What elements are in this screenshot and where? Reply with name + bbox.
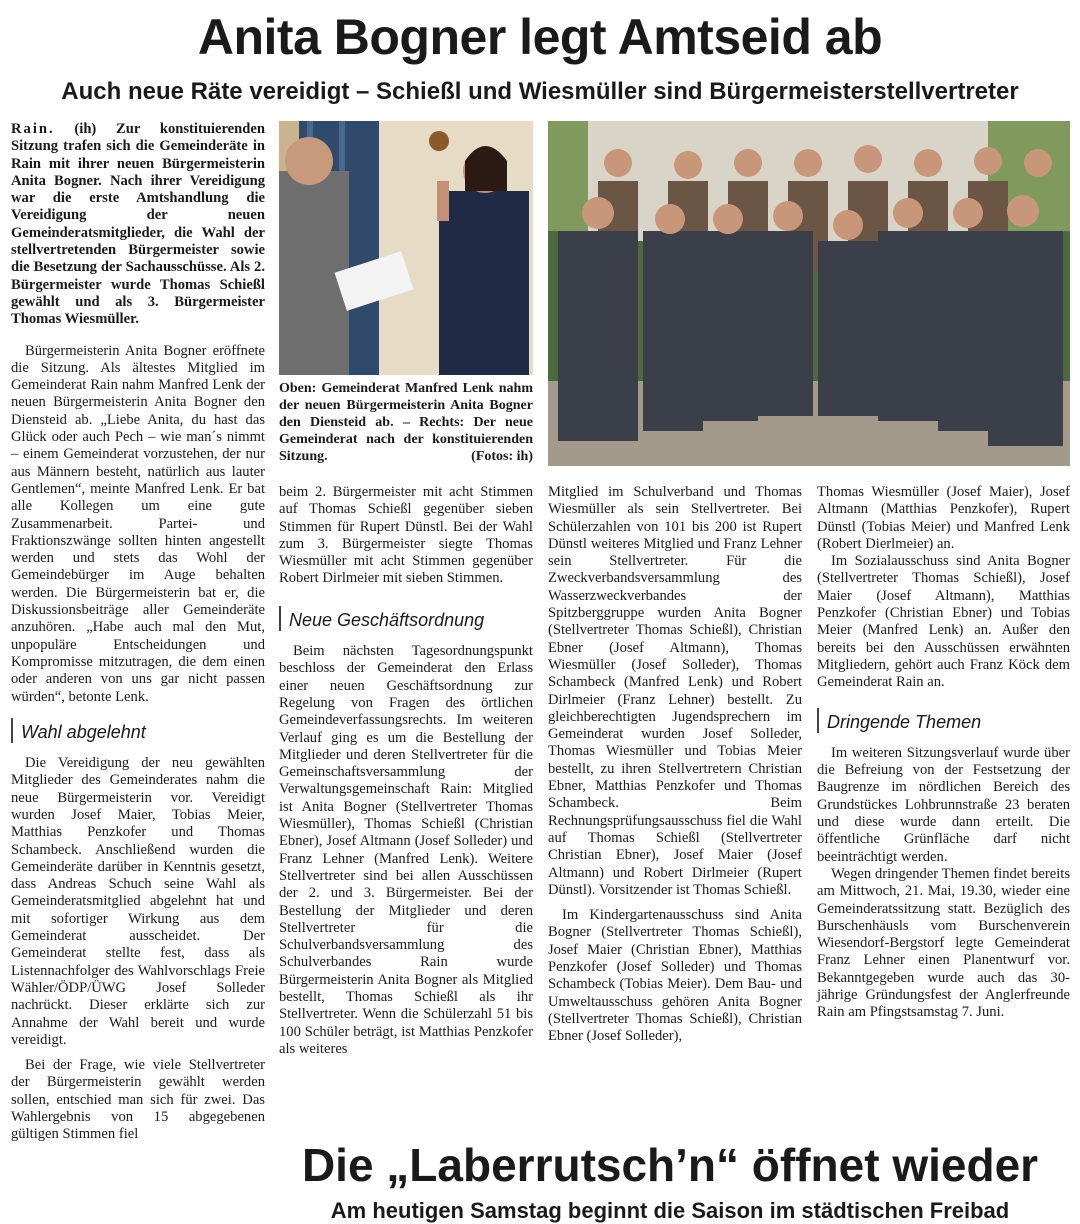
subhead-wahl-abgelehnt: Wahl abgelehnt xyxy=(11,718,265,743)
photo-group xyxy=(548,121,1070,466)
paragraph: beim 2. Bürgermeister mit acht Stimmen auf Thomas Schießl gegenüber sieben Stimmen für Rupert Dünstl. Bei der Wahl zum 3. Bürgermeister siegte Thomas Wiesmüller mit acht Stimmen gegenüber Robert Dirlmeier mit sieben Stimmen. xyxy=(279,484,533,587)
paragraph: Bei der Frage, wie viele Stellvertreter der Bürgermeisterin gewählt werden sollen, entschied man sich für zwei. Das Wahlergebnis von 15 abgegebenen gültigen Stimmen fiel xyxy=(11,1057,265,1143)
paragraph: Im weiteren Sitzungsverlauf wurde über die Befreiung von der Festsetzung der Baugrenze im nördlichen Bereich des Grundstückes Lohbrunnstraße 23 beraten und diese wurde dann erteilt. Die öffentliche Grünfläche darf nicht beeinträchtigt werden. xyxy=(817,744,1070,865)
paragraph: Im Sozialausschuss sind Anita Bogner (Stellvertreter Thomas Schießl), Josef Maier (Josef Altmann), Matthias Penzkofer (Christian Ebner) und Tobias Meier (Manfred Lenk) an. Außer den bereits bei den Ausschüssen erwähnten Mitgliedern, gehört auch Franz Köck dem Gemeinderat Rain an. xyxy=(817,553,1070,691)
paragraph: Im Kindergartenausschuss sind Anita Bogner (Stellvertreter Thomas Schießl), Josef Maier (Christian Ebner), Matthias Penzkofer (Josef Solleder) und Thomas Schambeck (Tobias Meier). Dem Bau- und Umweltausschuss gehören Anita Bogner (Stellvertreter Thomas Schießl), Christian Ebner (Josef Solleder), xyxy=(548,907,802,1045)
column-4 xyxy=(817,484,1070,1022)
photo-caption xyxy=(279,380,533,465)
photo-group-image xyxy=(548,121,1070,466)
subhead-neue-geschaeftsordnung: Neue Geschäftsordnung xyxy=(279,606,533,631)
paragraph: Thomas Wiesmüller (Josef Maier), Josef Altmann (Matthias Penzkofer), Rupert Dünstl (Tobias Meier) und Manfred Lenk (Robert Dierlmeier) an. xyxy=(817,484,1070,552)
column-3 xyxy=(548,484,802,1046)
lead-paragraph xyxy=(11,121,265,329)
lead-text: (ih) Zur konstituierenden Sitzung trafen sich die Gemeinderäte in Rain mit ihrer neuen Bürgermeisterin Anita Bogner. Nach ihrer Vereidigung war die erste Amtshandlung die Vereidigung der neuen Gemeinderatsmitglieder, die Wahl der stellvertretenden Bürgermeister sowie die Besetzung der Sachausschüsse. Als 2. Bürgermeister wurde Thomas Schießl gewählt und als 3. Bürgermeister Thomas Wiesmüller. xyxy=(11,121,265,328)
next-article-headline: Die „Laberrutsch’n“ öffnet wieder xyxy=(301,1139,1039,1191)
next-article-subheadline: Am heutigen Samstag beginnt die Saison im städtischen Freibad xyxy=(330,1198,1010,1223)
paragraph: Beim nächsten Tagesordnungspunkt beschloss der Gemeinderat den Erlass einer neuen Geschäftsordnung zur Regelung von Fragen des örtlichen Gemeindeverfassungsrechts. Im weiteren Verlauf ging es um die Bestellung der Mitglieder und deren Stellvertreter für die Gemeinschaftsversammlung der Verwaltungsgemeinschaft Rain: Mitglied ist Anita Bogner (Stellvertreter Thomas Wiesmüller), Thomas Schießl (Christian Ebner), Josef Altmann (Josef Solleder) und Franz Lehner (Manfred Lenk). Weitere Stellvertreter sind bei allen Ausschüssen der 2. und 3. Bürgermeister. Bei der Bestellung der Mitglieder und deren Stellvertreter für die Schulverbandsversammlung des Schulverbandes Rain wurde Bürgermeisterin Anita Bogner als Mitglied bestellt, Thomas Schießl als ihr Stellvertreter. Wenn die Schülerzahl 51 bis 100 Schüler beträgt, ist Matthias Penzkofer als weiteres xyxy=(279,643,533,1057)
paragraph: Bürgermeisterin Anita Bogner eröffnete die Sitzung. Als ältestes Mitglied im Gemeinderat Rain nahm Manfred Lenk der neuen Bürgermeisterin Anita Bogner den Diensteid ab. „Liebe Anita, du hast das Glück oder auch Pech – wie man´s nimmt – einem Gemeinderat vorzustehen, der nur aus Männern besteht, natürlich aus lauter Gentlemen“, meinte Manfred Lenk. Er bat alle Kollegen um eine gute Zusammenarbeit. Partei- und Fraktionszwänge sollten hinten angestellt werden und stets das Wohl der Gemeindebürger im Auge behalten werden. Die Bürgermeisterin bat er, die Diskussionsbeiträge aller Gemeinderäte anzuhören. „Habe auch mal den Mut, unpopuläre Entscheidungen und Kompromisse mitzutragen, die dem einen oder anderen von uns gar nicht passen würden“, betonte Lenk. xyxy=(11,342,265,705)
photo-oath-image xyxy=(279,121,533,375)
paragraph: Die Vereidigung der neu gewählten Mitglieder des Gemeinderates nahm die neue Bürgermeisterin vor. Vereidigt wurden Josef Maier, Tobias Meier, Matthias Penzkofer und Thomas Schambeck. Anschließend wurden die Gemeinderäte darüber in Kenntnis gesetzt, dass Andreas Schuch seine Wahl als Gemeinderatsmitglied abgelehnt hat und mit sofortiger Wirkung aus dem Gemeinderat ausscheidet. Der Gemeinderat stellte fest, dass als Listennachfolger des Wahlvorschlags Freie Wähler/ÖDP/ÜWG Josef Solleder nachrückt. Dieser erklärte sich zur Annahme der Wahl bereit und wurde vereidigt. xyxy=(11,755,265,1048)
photo-credit: (Fotos: ih) xyxy=(471,449,533,464)
subhead-dringende-themen: Dringende Themen xyxy=(817,708,1070,733)
paragraph: Wegen dringender Themen findet bereits am Mittwoch, 21. Mai, 19.30, wieder eine Gemeinderatssitzung statt. Bezüglich des Burschenhäusls vom Burschenverein Wiesendorf-Bergstorf legte Gemeinderat Franz Lehner einen Planentwurf vor. Bekanntgegeben wurde auch das 30-jährige Gründungsfest der Anglerfreunde Rain am Pfingstsamstag 7. Juni. xyxy=(817,865,1070,1021)
column-2 xyxy=(279,484,533,1058)
headline: Anita Bogner legt Amtseid ab xyxy=(197,9,883,65)
paragraph: Mitglied im Schulverband und Thomas Wiesmüller als sein Stellvertreter. Bei Schülerzahlen von 101 bis 200 ist Rupert Dünstl weiteres Mitglied und Franz Lehner sein Stellvertreter. Für die Zweckverbandsversammlung des Wasserzweckverbandes der Spitzberggruppe wurden Anita Bogner (Stellvertreter Thomas Schießl), Christian Ebner (Josef Altmann), Thomas Wiesmüller (Josef Solleder), Thomas Schambeck (Manfred Lenk) und Robert Dirlmeier (Franz Lehner) bestellt. Zu gleichberechtigten Jugendsprechern im Gemeinderat wurden Josef Solleder, Thomas Wiesmüller und Tobias Meier bestellt, zu ihren Stellvertretern Christian Ebner, Matthias Penzkofer und Thomas Schambeck. Beim Rechnungsprüfungsausschuss fiel die Wahl auf Thomas Schießl (Stellvertreter Christian Ebner), Josef Maier (Josef Altmann) und Robert Dirlmeier (Rupert Dünstl). Vorsitzender ist Thomas Schießl. xyxy=(548,484,802,898)
subheadline: Auch neue Räte vereidigt – Schießl und Wiesmüller sind Bürgermeisterstellvertreter xyxy=(61,78,1019,105)
column-1 xyxy=(11,121,265,1144)
dateline: Rain. xyxy=(11,121,55,137)
caption-text: Oben: Gemeinderat Manfred Lenk nahm der neuen Bürgermeisterin Anita Bogner den Diensteid ab. – Rechts: Der neue Gemeinderat nach der konstituierenden Sitzung. xyxy=(279,381,533,464)
photo-oath xyxy=(279,121,533,375)
